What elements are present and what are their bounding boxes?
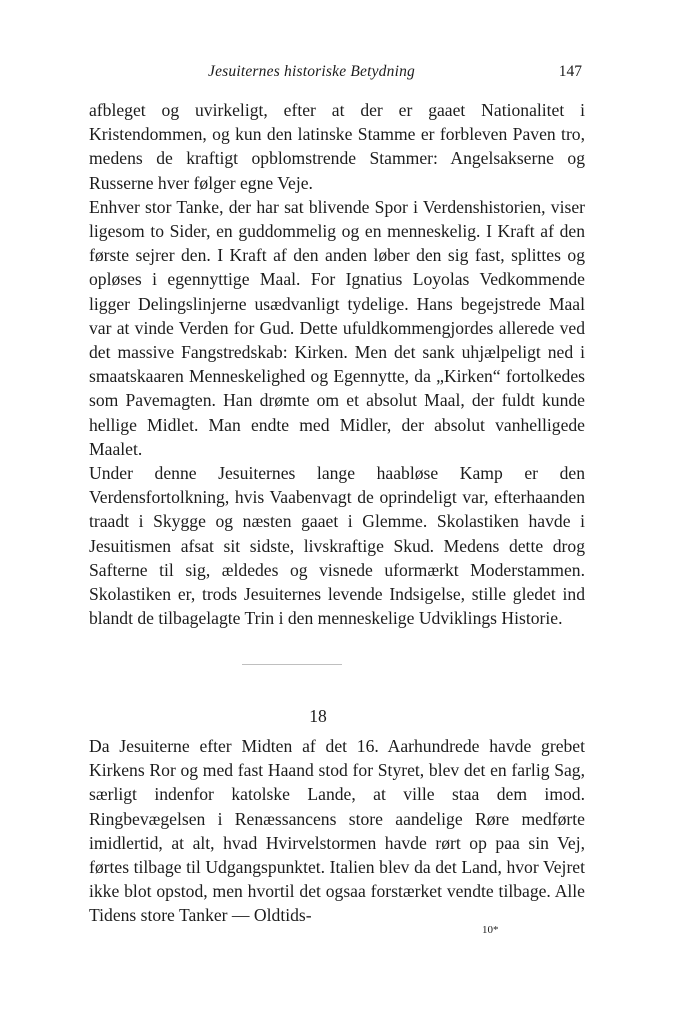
section-divider xyxy=(242,664,342,665)
paragraph: Enhver stor Tanke, der har sat blivende Spor i Verdenshistorien, viser ligesom to Sider, en guddommelig og en menneskelig. I Kraft af den første sejrer den. I Kraft af den anden løber den sig fast, splittes og opløses i egennyttige Maal. For Ignatius Loyolas Vedkommende ligger Delingslinjerne usædvanligt tydelige. Hans begejstrede Maal var at vinde Verden for Gud. Dette ufuldkommengjordes allerede ved det massive Fangstredskab: Kirken. Men det sank uhjælpeligt ned i smaatskaaren Menneskelighed og Egennytte, da „Kirken“ fortolkedes som Pavemagten. Han drømte om et absolut Maal, der fuldt kunde hellige Midlet. Man endte med Midler, der absolut vanhelligede Maalet. xyxy=(89,196,585,459)
running-title: Jesuiternes historiske Betydning xyxy=(208,63,415,80)
text-block-before-section xyxy=(89,98,585,630)
paragraph: afbleget og uvirkeligt, efter at der er gaaet Nationalitet i Kristendommen, og kun den latinske Stamme er forbleven Paven tro, medens de kraftigt opblomstrende Stammer: Angelsakserne og Russerne hver følger egne Veje. xyxy=(89,100,585,193)
running-head xyxy=(90,63,586,85)
paragraph: Da Jesuiterne efter Midten af det 16. Aarhundrede havde grebet Kirkens Ror og med fast Haand stod for Styret, blev det en farlig Sag, særligt indenfor katolske Lande, at ville staa dem imod. Ringbevægelsen i Renæssancens store aandelige Røre medførte imidlertid, at alt, hvad Hvirvelstormen havde rørt op paa sin Vej, førtes tilbage til Udgangspunktet. Italien blev da det Land, hvor Vejret ikke blot opstod, men hvortil det ogsaa forstærket vendte tilbage. Alle Tidens store Tanker — Oldtids- xyxy=(89,736,585,926)
signature-mark: 10* xyxy=(482,924,499,936)
page-number: 147 xyxy=(558,63,582,80)
section-number: 18 xyxy=(309,706,327,726)
paragraph: Under denne Jesuiternes lange haabløse Kamp er den Verdensfortolkning, hvis Vaabenvagt de oprindeligt var, efterhaanden traadt i Skygge og næsten gaaet i Glemme. Skolastiken havde i Jesuitismen afsat sit sidste, livskraftige Skud. Medens dette drog Safterne til sig, ældedes og visnede uformærkt Moderstammen. Skolastiken er, trods Jesuiternes levende Indsigelse, stille gledet ind blandt de tilbagelagte Trin i den menneskelige Udviklings Historie. xyxy=(89,463,585,629)
text-block-after-section xyxy=(89,734,585,928)
